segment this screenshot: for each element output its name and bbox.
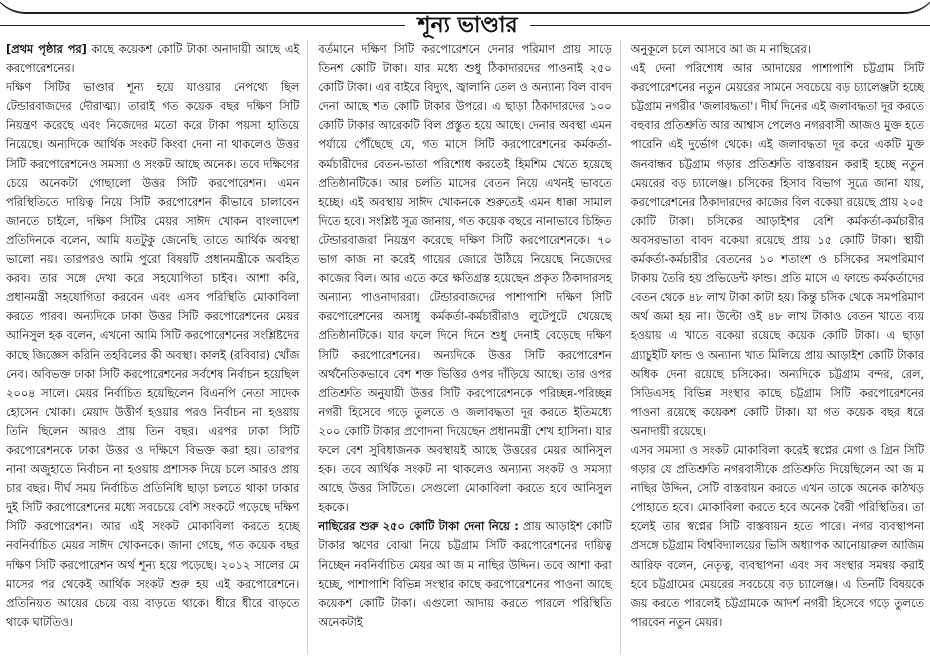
article-paragraph <box>318 517 611 632</box>
paragraph-text: দক্ষিণ সিটির ভাণ্ডার শূন্য হয়ে যাওয়ার নেপথ্যে ছিল টেন্ডারবাজদের দৌরাত্ম্য। তারাই গত কয়েক বছর দক্ষিণ সিটি নিয়ন্ত্রণ করেছে এবং নিজেদের মতো করে টাকা পয়সা হাতিয়ে নিয়েছে। অন্যদিকে আর্থিক সংকট কিংবা দেনা না থাকলেও উত্তর সিটি করপোরেশনেও সমস্যা ও সংকট আছে অনেক। তবে দক্ষিণের চেয়ে অনেকটা গোছালো উত্তর সিটি করপোরেশন। এমন পরিস্থিতিতে দায়িত্ব নিয়ে সিটি করপোরেশন কীভাবে চালাবেন জানতে চাইলে, দক্ষিণ সিটির মেয়র সাঈদ খোকন বাংলাদেশ প্রতিদিনকে বলেন, আমি যতটুকু জেনেছি তাতে আর্থিক অবস্থা ভালো নয়। তারপরও আমি পুরো বিষয়টি প্রধানমন্ত্রীকে অবহিত করব। তার সঙ্গে দেখা করে সহযোগিতা চাইব। আশা করি, প্রধানমন্ত্রী সহযোগিতা করবেন এবং এসব পরিস্থিতি মোকাবিলা করতে পারব। অন্যদিকে ঢাকা উত্তর সিটি করপোরেশনের মেয়র আনিসুল হক বলেন, এখনো আমি সিটি করপোরেশনের সংশ্লিষ্টদের কাছে জিজ্ঞেস করিনি তহবিলের কী অবস্থা। কালই (রবিবার) খোঁজ নেব। অবিভক্ত ঢাকা সিটি করপোরেশনের সর্বশেষ নির্বাচন হয়েছিল ২০০৪ সালে। মেয়র নির্বাচিত হয়েছিলেন বিএনপি নেতা সাদেক হোসেন খোকা। মেয়াদ উত্তীর্ণ হওয়ার পরও নির্বাচন না হওয়ায় তিনি ছিলেন আরও প্রায় তিন বছর। এরপর ঢাকা সিটি করপোরেশনকে ঢাকা উত্তর ও দক্ষিণে বিভক্ত করা হয়। তারপর নানা অজুহাতে নির্বাচন না হওয়ায় প্রশাসক দিয়ে চলে আরও প্রায় চার বছর। দীর্ঘ সময় নির্বাচিত প্রতিনিধি ছাড়া চলতে থাকা ঢাকার দুই সিটি করপোরেশনের মধ্যে সবচেয়ে বেশি সংকটে পড়েছে দক্ষিণ সিটি করপোরেশন। আর এই সংকট মোকাবিলা করতে হচ্ছে নবনির্বাচিত মেয়র সাঈদ খোকনকে। জানা গেছে, গত কয়েক বছর দক্ষিণ সিটি করপোরেশন অর্থ শূন্য হয়ে পড়েছে। ২০১২ সালের মে মাসের পর থেকেই আর্থিক সংকট শুরু হয় এই করপোরেশনে। প্রতিনিয়ত আয়ের চেয়ে ব্যয় বাড়তে থাকে। ধীরে ধীরে বাড়তে থাকে ঘাটতিও। <box>6 81 300 629</box>
article-paragraph <box>631 40 924 59</box>
paragraph-text: এসব সমস্যা ও সংকট মোকাবিলা করেই স্বপ্নের মেগা ও গ্রিন সিটি গড়ার যে প্রতিশ্রুতি নগরবাসীকে প্রতিশ্রুতি দিয়েছিলেন আ জ ম নাছির উদ্দিন, সেটি বাস্তবায়ন করতে এখন তাকে অনেক কাঠখড় পোহাতে হবে। মোকাবিলা করতে হবে অনেক বৈরী পরিস্থিতির। তা হলেই তার স্বপ্নের সিটি বাস্তবায়ন হতে পারে। নগর ব্যবস্থাপনা প্রসঙ্গে চট্টগ্রাম বিশ্ববিদ্যালয়ের ভিসি অধ্যাপক আনোয়ারুল আজিম আরিফ বলেন, নেতৃত্ব, ব্যবস্থাপনা এবং সব সংস্থার সমন্বয় করাই হবে চট্টগ্রামের মেয়রের সবচেয়ে বড় চ্যালেঞ্জ। এ তিনটি বিষয়কে জয় করতে পারলেই চট্টগ্রামকে আদর্শ নগরী হিসেবে গড়ে তুলতে পারবেন নতুন মেয়র। <box>630 443 924 629</box>
headline-rule-right <box>530 25 930 26</box>
paragraph-text: কাছে কয়েকশ কোটি টাকা অনাদায়ী আছে এই করপোরেশনের। <box>6 43 300 76</box>
headline-rule-left <box>0 25 405 26</box>
article-headline: শূন্য ভাণ্ডার <box>417 12 518 38</box>
article-column-2 <box>318 40 620 654</box>
article-paragraph <box>631 441 924 632</box>
article-body <box>6 40 924 654</box>
article-column-3 <box>631 40 924 654</box>
article-column-1 <box>6 40 308 654</box>
article-paragraph <box>631 59 924 441</box>
headline-row <box>0 10 930 40</box>
article-paragraph <box>318 40 611 517</box>
article-paragraph <box>6 78 299 632</box>
paragraph-text: এই দেনা পরিশোধ আর আদায়ের পাশাপাশি চট্টগ্রাম সিটি করপোরেশনের নতুন মেয়রের সামনে সবচেয়ে বড় চ্যালেঞ্জটা হচ্ছে চট্টগ্রাম নগরীর 'জলাবদ্ধতা'। দীর্ঘ দিনের এই জলাবদ্ধতা দূর করতে বহুবার প্রতিশ্রুতি আর আশ্বাস পেলেও নগরবাসী আজও মুক্ত হতে পারেনি এই দুর্ভোগ থেকে। এই জলাবদ্ধতা দূর করে একটি মুক্ত জনবান্ধব চট্টগ্রাম গড়ার প্রতিশ্রুতি বাস্তবায়ন করাই হচ্ছে নতুন মেয়রের বড় চ্যালেঞ্জ। চসিকের হিসাব বিভাগ সূত্রে জানা যায়, করপোরেশনের ঠিকাদারদের কাজের বিল বকেয়া রয়েছে প্রায় ২০৫ কোটি টাকা। চসিকের আড়াইশর বেশি কর্মকর্তা-কর্মচারীর অবসরভাতা বাবদ বকেয়া রয়েছে প্রায় ১৫ কোটি টাকা। স্থায়ী কর্মকর্তা-কর্মচারীর বেতনের ১০ শতাংশ ও চসিকের সমপরিমাণ টাকায় তৈরি হয় প্রভিডেন্ট ফান্ড। প্রতি মাসে এ ফান্ডে কর্মকর্তাদের বেতন থেকে ৪৮ লাখ টাকা কাটা হয়। কিন্তু চসিক থেকে সমপরিমাণ অর্থ জমা হয় না। উল্টো ওই ৪৮ লাখ টাকাও বেতন খাতে ব্যয় হওয়ায় এ খাতে বকেয়া রয়েছে কয়েক কোটি টাকা। এ ছাড়া গ্র্যাচুইটি ফান্ড ও অন্যান্য খাত মিলিয়ে প্রায় আড়াইশ কোটি টাকার অধিক দেনা রয়েছে চসিকের। অন্যদিকে চট্টগ্রাম বন্দর, রেল, সিডিএসহ বিভিন্ন সংস্থার কাছে চট্টগ্রাম সিটি করপোরেশনের পাওনা রয়েছে কয়েকশ কোটি টাকা। যা গত কয়েক বছর ধরে অনাদায়ী রয়েছে। <box>630 62 924 438</box>
paragraph-text: প্রায় আড়াইশ কোটি টাকার ঋণের বোঝা নিয়ে চট্টগ্রাম সিটি করপোরেশনের দায়িত্ব নিচ্ছেন নবনির্বাচিত মেয়র আ জ ম নাছির উদ্দিন। তবে আশা করা হচ্ছে, পাশাপাশি বিভিন্ন সংস্থার কাছে করপোরেশনের পাওনা আছে কয়েকশ কোটি টাকা। এগুলো আদায় করতে পারলে পরিস্থিতি অনেকটাই <box>318 520 612 629</box>
continuation-tag: [প্রথম পৃষ্ঠার পর] <box>6 43 87 56</box>
section-subhead: নাছিরের শুরু ২৫০ কোটি টাকা দেনা নিয়ে : <box>318 520 519 534</box>
paragraph-text: অনুকূলে চলে আসবে আ জ ম নাছিরের। <box>630 43 811 56</box>
article-paragraph <box>6 40 299 78</box>
paragraph-text: বর্তমানে দক্ষিণ সিটি করপোরেশনে দেনার পরিমাণ প্রায় সাড়ে তিনশ কোটি টাকা। যার মধ্যে শুধু ঠিকাদারদের পাওনাই ২৫০ কোটি টাকা। এর বাইরে বিদ্যুৎ, জ্বালানি তেল ও অন্যান্য বিল বাবদ দেনা আছে শত কোটি টাকার উপরে। এ ছাড়া ঠিকাদারদের ১০০ কোটি টাকার আরেকটি বিল প্রস্তুত হয়ে আছে। দেনার অবস্থা এমন পর্যায়ে পৌঁছেছে যে, গত মাসে সিটি করপোরেশনের কর্মকর্তা-কর্মচারীদের বেতন-ভাতা পরিশোধ করতেই হিমশিম খেতে হয়েছে প্রতিষ্ঠানটিকে। আর চলতি মাসের বেতন নিয়ে এখনই ভাবতে হচ্ছে। এই অবস্থায় সাঈদ খোকনকে শুরুতেই এমন ধাক্কা সামাল দিতে হবে। সংশ্লিষ্ট সূত্র জানায়, গত কয়েক বছরে নানাভাবে চিহ্নিত টেন্ডারবাজরা নিয়ন্ত্রণ করেছে দক্ষিণ সিটি করপোরেশনকে। ৭০ ভাগ কাজ না করেই গায়ের জোরে উঠিয়ে নিয়েছে নিজেদের কাজের বিল। আর এতে করে ক্ষতিগ্রস্ত হয়েছেন প্রকৃত ঠিকাদারসহ অন্যান্য পাওনাদাররা। টেন্ডারবাজদের পাশাপাশি দক্ষিণ সিটি করপোরেশনের অসাধু কর্মকর্তা-কর্মচারীরাও লুটেপুটে খেয়েছে প্রতিষ্ঠানটিকে। যার ফলে দিনে দিনে শুধু দেনাই বেড়েছে দক্ষিণ সিটি করপোরেশনের। অন্যদিকে উত্তর সিটি করপোরেশন অর্থনৈতিকভাবে বেশ শক্ত ভিত্তির ওপর দাঁড়িয়ে আছে। তার ওপর প্রতিশ্রুতি অনুযায়ী উত্তর সিটি করপোরেশনকে পরিচ্ছন্ন-পরিচ্ছন্ন নগরী হিসেবে গড়ে তুলতে ও জলাবদ্ধতা দূর করতে ইতিমধ্যে ২০০ কোটি টাকার প্রণোদনা দিয়েছেন প্রধানমন্ত্রী শেখ হাসিনা। যার ফলে বেশ সুবিধাজনক অবস্থায়ই আছে উত্তরের মেয়র আনিসুল হক। তবে আর্থিক সংকট না থাকলেও অন্যান্য সংকট ও সমস্যা আছে উত্তর সিটিতে। সেগুলো মোকাবিলা করতে হবে আনিসুল হককে। <box>318 43 612 515</box>
